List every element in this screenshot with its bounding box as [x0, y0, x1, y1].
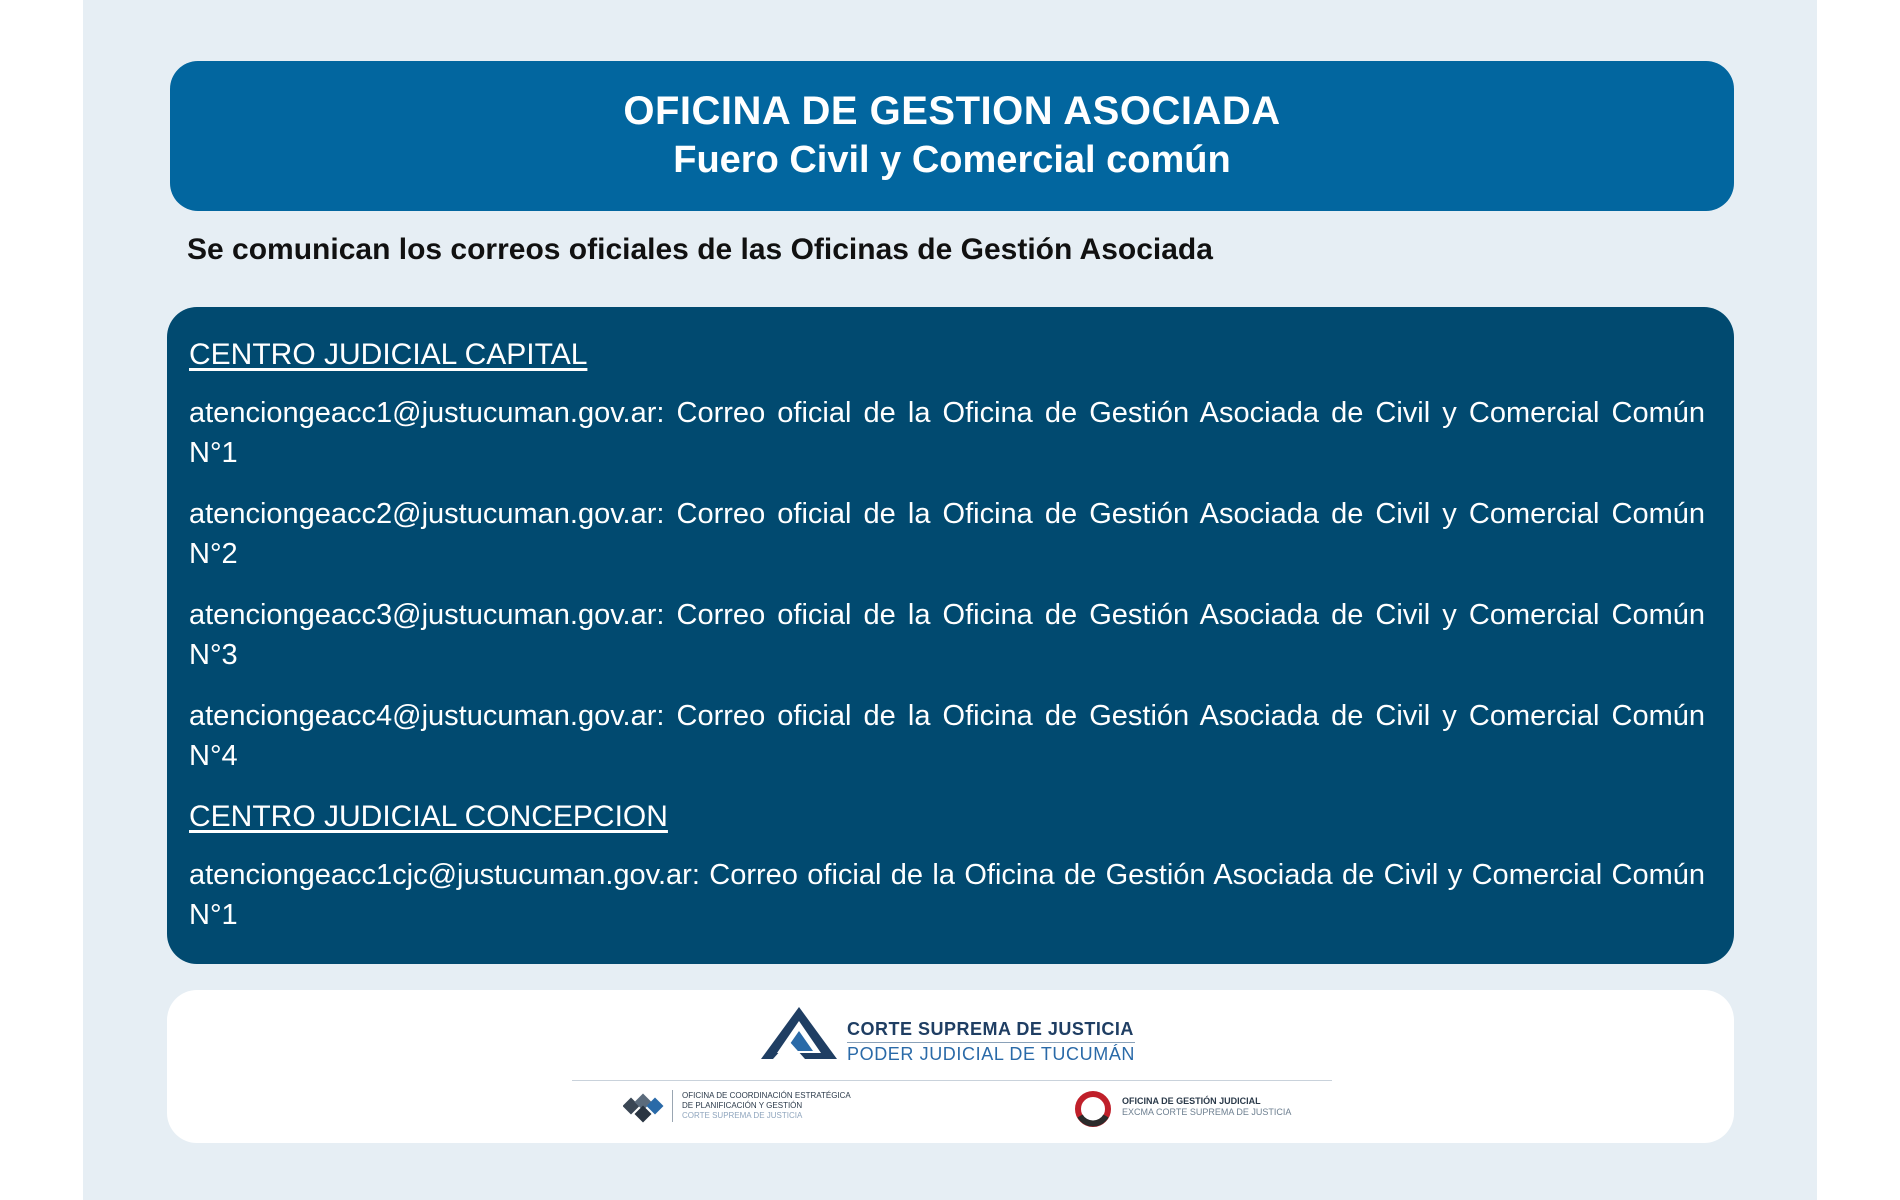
ogj-line-1: OFICINA DE GESTIÓN JUDICIAL: [1122, 1096, 1261, 1106]
ocepg-separator: [672, 1090, 673, 1122]
email-entry-capital-3: atenciongeacc3@justucuman.gov.ar: Correo oficial de la Oficina de Gestión Asociada de Civil y Comercial Común N°3: [189, 599, 1705, 671]
ocepg-line-2: DE PLANIFICACIÓN Y GESTIÓN: [682, 1101, 803, 1110]
email-entry-capital-1: atenciongeacc1@justucuman.gov.ar: Correo oficial de la Oficina de Gestión Asociada de Civil y Comercial Común N°1: [189, 397, 1705, 469]
footer-panel: [167, 990, 1734, 1143]
corte-suprema-logo-icon: [759, 1005, 839, 1061]
ocepg-line-1: OFICINA DE COORDINACIÓN ESTRATÉGICA: [682, 1091, 851, 1100]
email-entry-capital-2: atenciongeacc2@justucuman.gov.ar: Correo oficial de la Oficina de Gestión Asociada de Civil y Comercial Común N°2: [189, 498, 1705, 570]
email-entry-capital-4: atenciongeacc4@justucuman.gov.ar: Correo oficial de la Oficina de Gestión Asociada de Civil y Comercial Común N°4: [189, 700, 1705, 772]
email-entry-concepcion-1: atenciongeacc1cjc@justucuman.gov.ar: Correo oficial de la Oficina de Gestión Asociada de Civil y Comercial Común N°1: [189, 859, 1705, 931]
section-heading-capital: CENTRO JUDICIAL CAPITAL: [189, 338, 588, 371]
header-title: OFICINA DE GESTION ASOCIADA: [623, 89, 1281, 133]
csj-subname: PODER JUDICIAL DE TUCUMÁN: [847, 1044, 1136, 1064]
header-subtitle: Fuero Civil y Comercial común: [673, 139, 1231, 181]
ocepg-text: [682, 1091, 851, 1121]
content-panel: [167, 307, 1734, 964]
ocepg-logo-icon: [623, 1092, 665, 1124]
footer-divider: [572, 1080, 1332, 1081]
ogj-line-2: EXCMA CORTE SUPREMA DE JUSTICIA: [1122, 1107, 1292, 1117]
ocepg-line-3: CORTE SUPREMA DE JUSTICIA: [682, 1111, 803, 1120]
intro-text: Se comunican los correos oficiales de las Oficinas de Gestión Asociada: [187, 233, 1213, 266]
ogj-logo-icon: [1072, 1090, 1114, 1128]
csj-name: CORTE SUPREMA DE JUSTICIA: [847, 1018, 1135, 1043]
header-banner: [170, 61, 1734, 211]
ogj-text: [1122, 1096, 1291, 1118]
section-heading-concepcion: CENTRO JUDICIAL CONCEPCION: [189, 800, 668, 833]
corte-suprema-text: [847, 1018, 1135, 1065]
